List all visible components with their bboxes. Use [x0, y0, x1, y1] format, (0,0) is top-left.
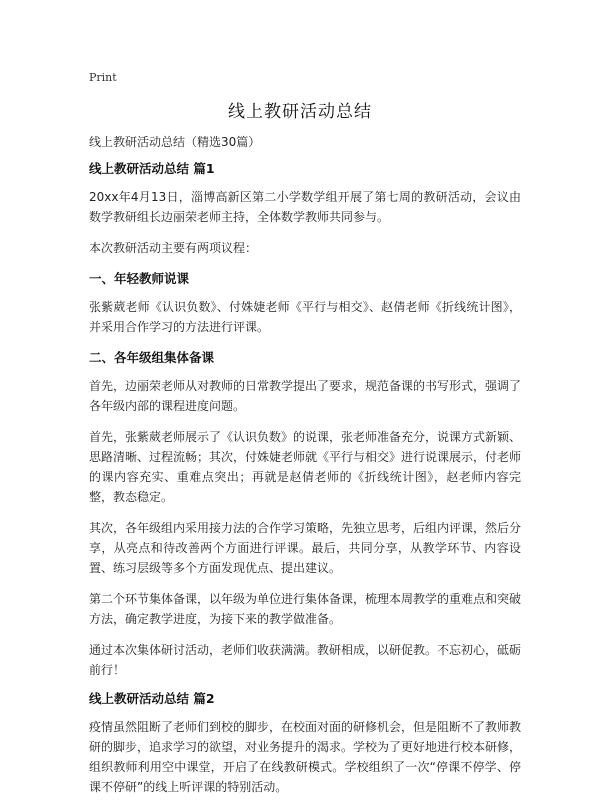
article1-agenda: 本次教研活动主要有两项议程： — [89, 241, 258, 255]
page-title: 线上教研活动总结 — [228, 102, 372, 122]
article1-intro: 20xx年4月13日，淄博高新区第二小学数学组开展了第七周的教研活动，会议由数学教研组长边丽荣老师主持，全体数学教师共同参与。 — [89, 190, 521, 224]
section2-paragraph-4: 第二个环节集体备课，以年级为单位进行集体备课，梳理本周教学的重难点和突破方法，确定教学进度，为接下来的教学做准备。 — [89, 592, 522, 626]
article1-heading: 线上教研活动总结 篇1 — [89, 161, 215, 176]
article1-conclusion: 通过本次集体研讨活动，老师们收获满满。教研相成，以研促教。不忘初心，砥砺前行！ — [89, 643, 522, 677]
section1-heading: 一、年轻教师说课 — [89, 271, 190, 286]
article-content — [89, 159, 521, 808]
print-label: Print — [89, 71, 117, 84]
article2-intro: 疫情虽然阻断了老师们到校的脚步，在校面对面的研修机会，但是阻断不了教师教研的脚步，追求学习的欲望，对业务提升的渴求。学校为了更好地进行校本研修，组织教师利用空中课堂，开启了在线教研模式。学校组织了一次“停课不停学、停课不停研”的线上听评课的特别活动。 — [89, 720, 522, 794]
article2-heading: 线上教研活动总结 篇2 — [89, 691, 215, 706]
section1-text: 张紫葳老师《认识负数》、付姝婕老师《平行与相交》、赵倩老师《折线统计图》，并采用合作学习的方法进行评课。 — [89, 300, 521, 334]
section2-paragraph-2: 首先，张紫葳老师展示了《认识负数》的说课，张老师准备充分，说课方式新颖、思路清晰、过程流畅；其次，付姝婕老师就《平行与相交》进行说课展示，付老师的课内容充实、重难点突出；再就是赵倩老师的《折线统计图》，赵老师内容完整，教态稳定。 — [89, 430, 522, 504]
page-subtitle: 线上教研活动总结（精选30篇） — [89, 135, 261, 149]
section2-heading: 二、各年级组集体备课 — [89, 350, 215, 365]
section2-paragraph-1: 首先，边丽荣老师从对教师的日常教学提出了要求，规范备课的书写形式，强调了各年级内部的课程进度问题。 — [89, 379, 522, 413]
section2-paragraph-3: 其次，各年级组内采用接力法的合作学习策略，先独立思考，后组内评课，然后分享，从亮点和待改善两个方面进行评课。最后，共同分享，从教学环节、内容设置、练习层级等多个方面发现优点、提出建议。 — [89, 521, 522, 575]
